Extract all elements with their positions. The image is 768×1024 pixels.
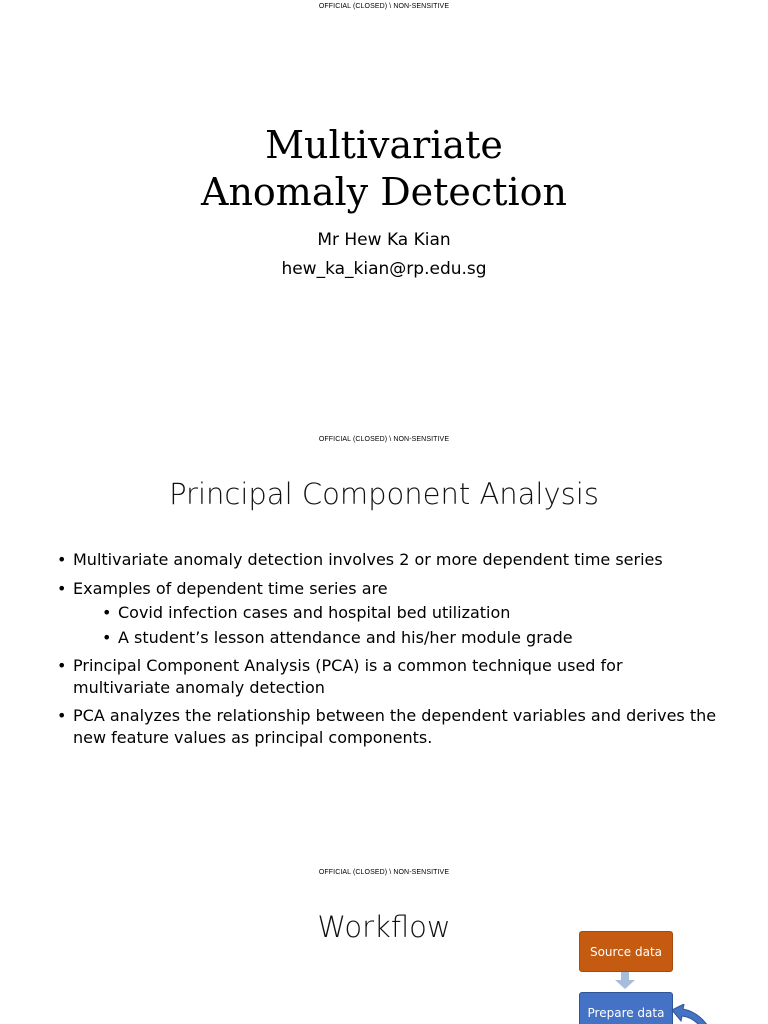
slide-title: Principal Component Analysis [169,477,599,511]
presenter-name: Mr Hew Ka Kian [317,230,451,250]
sub-bullet-item: • A student’s lesson attendance and his/her module grade [73,627,717,649]
prepare-data-box [579,992,673,1024]
bullet-item: • Principal Component Analysis (PCA) is a common technique used for multivariate anomaly detection [57,655,717,698]
bullet-item [57,578,717,649]
bullet-text: Examples of dependent time series are [73,578,388,598]
source-data-label: Source data [589,944,663,959]
source-data-box [579,931,673,972]
classification-label: OFFICIAL (CLOSED) \ NON-SENSITIVE [318,436,450,443]
classification-label: OFFICIAL (CLOSED) \ NON-SENSITIVE [318,3,450,10]
bullet-item: • Multivariate anomaly detection involves 2 or more dependent time series [57,549,717,571]
slide-title [0,122,768,216]
presenter-email: hew_ka_kian@rp.edu.sg [281,259,487,279]
sub-bullet-item: • Covid infection cases and hospital bed utilization [73,602,717,624]
curved-arrow-icon [670,1004,710,1024]
title-line-1: Multivariate [265,123,503,167]
down-arrow-icon [614,972,636,990]
sub-bullet-list [73,602,717,648]
slide-title: Workflow [317,910,451,944]
workflow-slide [0,866,768,1024]
prepare-data-label: Prepare data [587,1005,665,1020]
pca-slide [0,433,768,866]
bullet-list [57,549,717,755]
title-line-2: Anomaly Detection [201,170,567,214]
bullet-item: • PCA analyzes the relationship between the dependent variables and derives the new feature values as principal components. [57,705,717,748]
title-slide [0,0,768,433]
classification-label: OFFICIAL (CLOSED) \ NON-SENSITIVE [318,869,450,876]
